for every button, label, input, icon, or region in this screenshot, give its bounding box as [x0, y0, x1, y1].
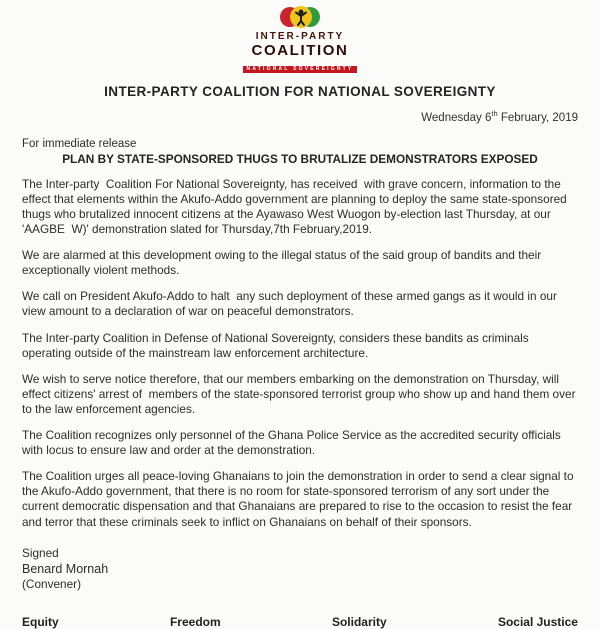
person-arms-raised-icon	[294, 8, 308, 26]
date-suffix: February, 2019	[497, 111, 578, 124]
date-prefix: Wednesday 6	[421, 111, 492, 124]
logo-line2: COALITION	[251, 42, 349, 59]
motto-equity: Equity	[22, 614, 59, 629]
paragraph: We wish to serve notice therefore, that our members embarking on the demonstration on Thursday, will effect citizens' arrest of members of the state-sponsored terrorist group who show up and hand them over to the law enforcement agencies.	[22, 371, 579, 416]
date-line	[22, 109, 578, 124]
signature-block	[22, 546, 578, 593]
date-ordinal-superscript: th	[491, 109, 498, 118]
paragraph: The Inter-party Coalition For National Sovereignty, has received with grave concern, information to the effect that elements within the Akufo-Addo government are planning to deploy the same state-sponsored thugs who brutalized innocent citizens at the Ayawaso West Wuogon by-election last Thursday, at our 'AAGBE W)' demonstration slated for Thursday,7th February,2019.	[22, 176, 571, 237]
signatory-role: (Convener)	[22, 577, 82, 592]
logo-banner: NATIONAL SOVEREIGNTY	[243, 66, 358, 74]
document-title: INTER-PARTY COALITION FOR NATIONAL SOVEREIGNTY	[104, 84, 496, 99]
motto-freedom: Freedom	[169, 614, 221, 629]
footer-motto-row	[22, 615, 578, 629]
coalition-emblem-icon	[276, 6, 324, 30]
headline: PLAN BY STATE-SPONSORED THUGS TO BRUTALIZE DEMONSTRATORS EXPOSED	[62, 151, 538, 166]
logo-line1: INTER-PARTY	[255, 31, 345, 42]
coalition-logo	[22, 6, 578, 74]
paragraph: The Inter-party Coalition in Defense of National Sovereignty, considers these bandits as criminals operating outside of the mainstream law enforcement architecture.	[22, 330, 532, 360]
paragraph: We call on President Akufo-Addo to halt any such deployment of these armed gangs as it would in our view amount to a declaration of war on peaceful demonstrators.	[22, 289, 561, 319]
paragraph: The Coalition urges all peace-loving Ghanaians to join the demonstration in order to send a clear signal to the Akufo-Addo government, that there is no room for state-sponsored terrorism of any sort under the current democratic dispensation and that Ghanaians are prepared to rise to the occasion to resist the fear and terror that these criminals seek to inflict on Ghanaians on behalf of their sponsors.	[22, 469, 577, 529]
motto-solidarity: Solidarity	[331, 614, 387, 629]
motto-social-justice: Social Justice	[497, 614, 578, 629]
signed-label: Signed	[22, 545, 59, 560]
paragraph: We are alarmed at this development owing to the illegal status of the said group of bandits and their exceptionally violent methods.	[22, 248, 545, 278]
release-line: For immediate release	[22, 137, 137, 150]
signatory-name: Benard Mornah	[22, 561, 109, 576]
paragraph: The Coalition recognizes only personnel of the Ghana Police Service as the accredited security officials with locus to ensure law and order at the demonstration.	[22, 428, 565, 458]
